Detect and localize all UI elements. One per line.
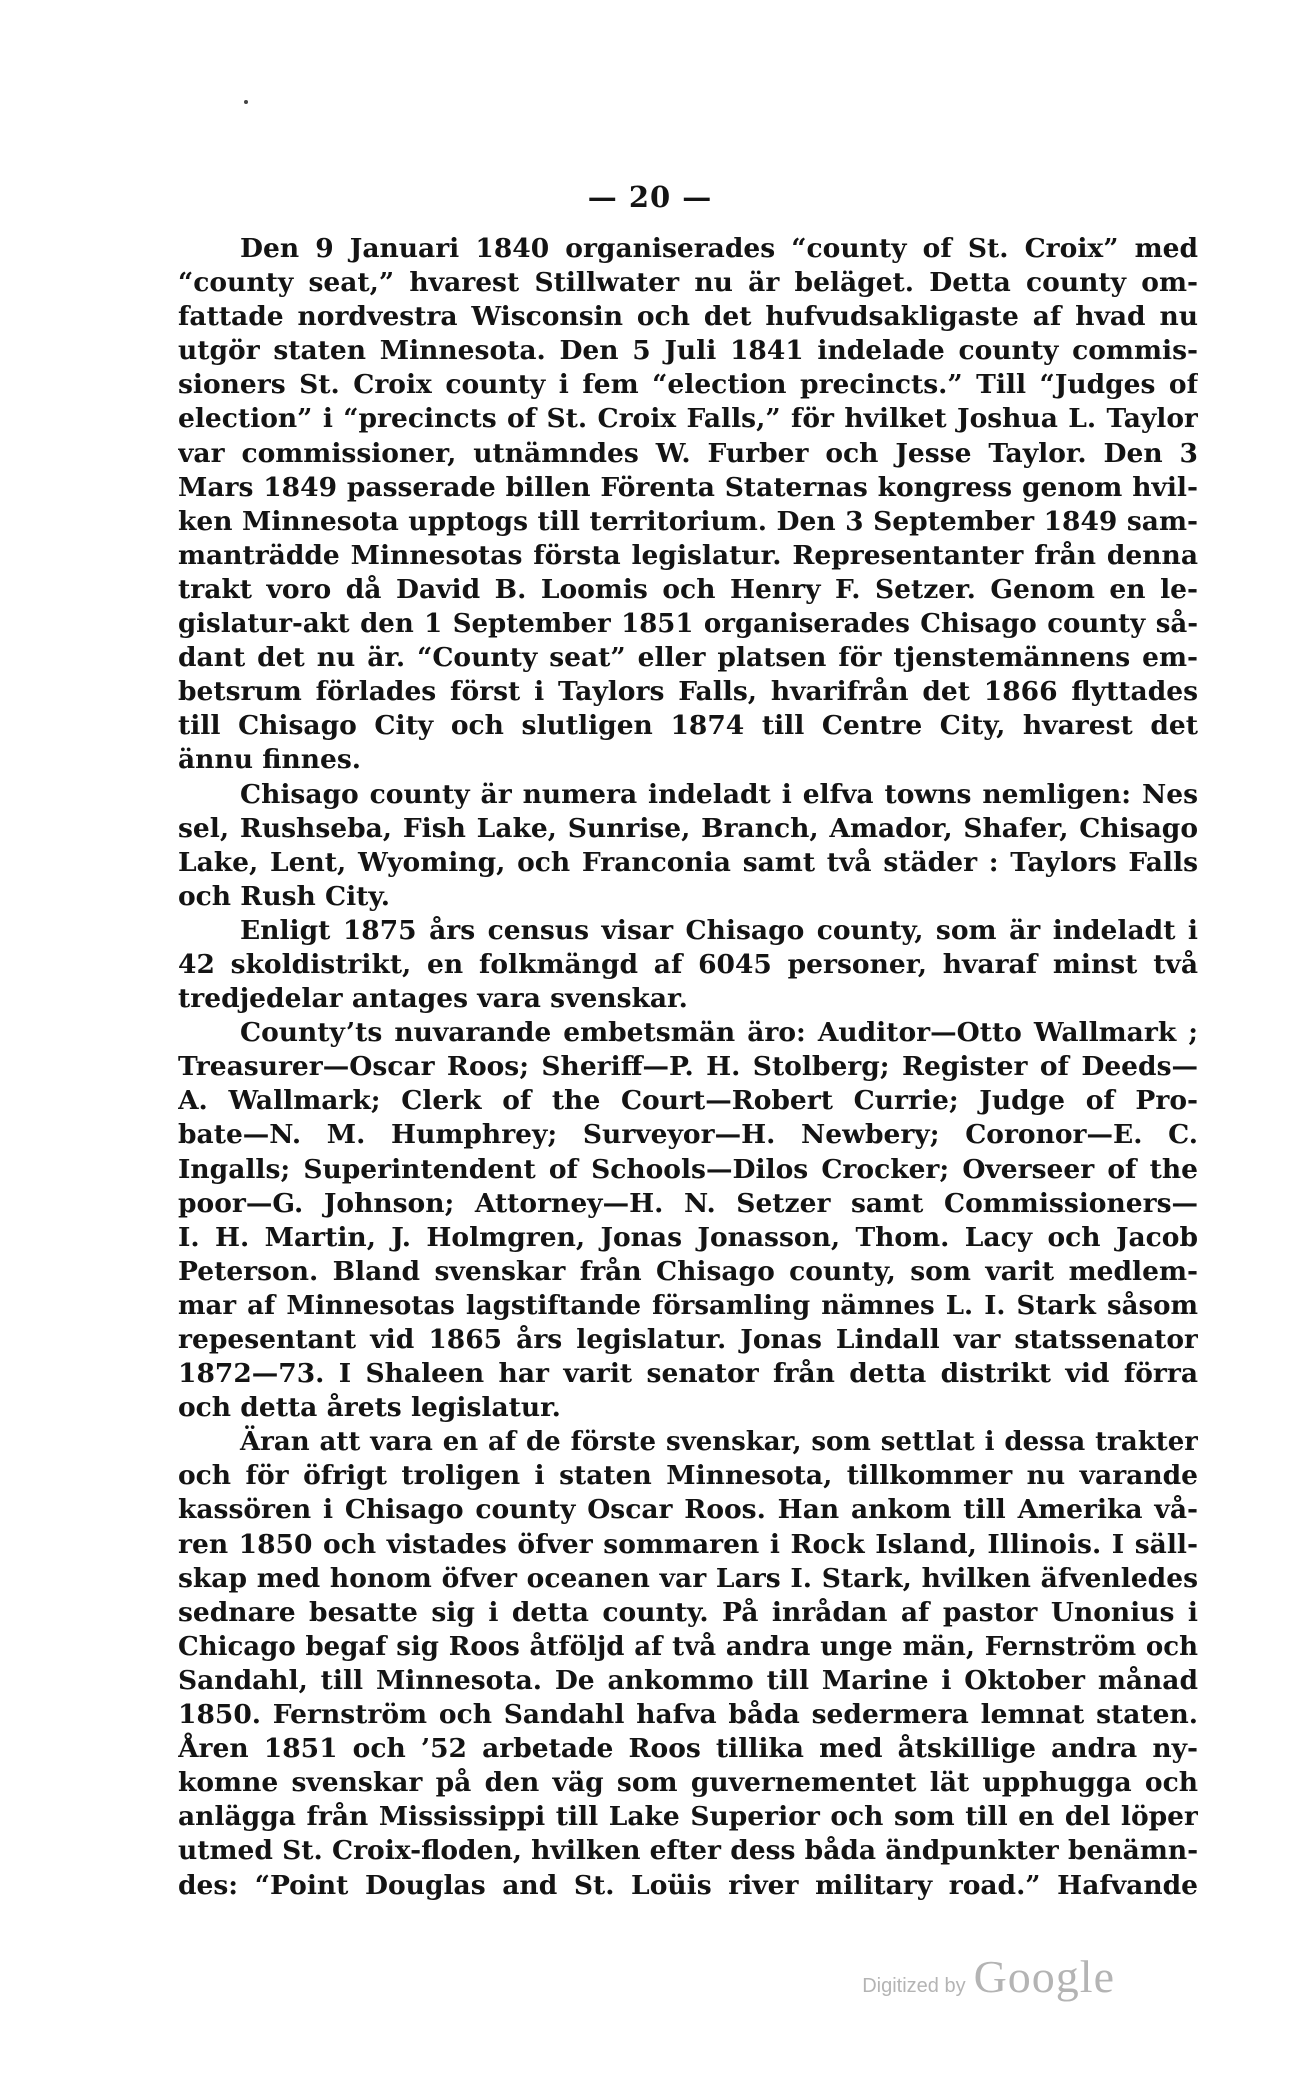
text-line: anlägga från Mississippi till Lake Superior och som till en del löper bbox=[178, 1801, 1198, 1833]
text-line: utgör staten Minnesota. Den 5 Juli 1841 indelade county commis- bbox=[178, 335, 1198, 367]
text-line: A. Wallmark; Clerk of the Court—Robert Currie; Judge of Pro- bbox=[178, 1085, 1198, 1117]
text-line: och detta årets legislatur. bbox=[178, 1392, 561, 1424]
text-line: Chicago begaf sig Roos åtföljd af två andra unge män, Fernström och bbox=[178, 1631, 1198, 1662]
print-speck bbox=[244, 100, 248, 104]
text-line: och för öfrigt troligen i staten Minnesota, tillkommer nu varande bbox=[178, 1460, 1198, 1492]
text-line: Ingalls; Superintendent of Schools—Dilos Crocker; Overseer of the bbox=[178, 1153, 1198, 1185]
text-line: County’ts nuvarande embetsmän äro: Auditor—Otto Wallmark ; bbox=[240, 1017, 1198, 1049]
text-line: manträdde Minnesotas första legislatur. Representanter från denna bbox=[178, 539, 1198, 571]
text-line: var commissioner, utnämndes W. Furber och Jesse Taylor. Den 3 bbox=[178, 437, 1198, 469]
text-line: Åren 1851 och ’52 arbetade Roos tillika med åtskillige andra ny- bbox=[178, 1733, 1198, 1765]
text-line: 1850. Fernström och Sandahl hafva båda sedermera lemnat staten. bbox=[178, 1699, 1198, 1731]
text-line: betsrum förlades först i Taylors Falls, hvarifrån det 1866 flyttades bbox=[178, 676, 1198, 708]
text-line: sednare besatte sig i detta county. På inrådan af pastor Unonius i bbox=[178, 1596, 1198, 1628]
text-line: I. H. Martin, J. Holmgren, Jonas Jonasson, Thom. Lacy och Jacob bbox=[178, 1221, 1198, 1253]
text-line: mar af Minnesotas lagstiftande församling nämnes L. I. Stark såsom bbox=[178, 1290, 1198, 1321]
text-line: gislatur-akt den 1 September 1851 organiserades Chisago county så- bbox=[178, 609, 1198, 640]
text-line: bate—N. M. Humphrey; Surveyor—H. Newbery; Coronor—E. C. bbox=[178, 1119, 1198, 1151]
digitized-by-watermark bbox=[862, 1950, 1115, 2003]
text-line: Treasurer—Oscar Roos; Sheriff—P. H. Stolberg; Register of Deeds— bbox=[178, 1051, 1198, 1083]
text-line: till Chisago City och slutligen 1874 till Centre City, hvarest det bbox=[178, 710, 1198, 742]
text-line: ännu finnes. bbox=[178, 744, 362, 776]
text-line: fattade nordvestra Wisconsin och det hufvudsakligaste af hvad nu bbox=[178, 301, 1198, 333]
text-line: Äran att vara en af de förste svenskar, som settlat i dessa trakter bbox=[240, 1427, 1198, 1458]
text-line: poor—G. Johnson; Attorney—H. N. Setzer samt Commissioners— bbox=[178, 1187, 1198, 1219]
text-line: Den 9 Januari 1840 organiserades “county of St. Croix” med bbox=[240, 233, 1198, 264]
text-line: 42 skoldistrikt, en folkmängd af 6045 personer, hvaraf minst två bbox=[178, 948, 1198, 980]
page-number: — 20 — bbox=[587, 180, 713, 214]
text-line: komne svenskar på den väg som guvernementet lät upphugga och bbox=[178, 1767, 1198, 1799]
text-line: tredjedelar antages vara svenskar. bbox=[178, 983, 688, 1015]
text-line: sioners St. Croix county i fem “election precincts.” Till “Judges of bbox=[178, 369, 1198, 401]
text-line: Sandahl, till Minnesota. De ankommo till Marine i Oktober månad bbox=[178, 1664, 1198, 1696]
text-line: skap med honom öfver oceanen var Lars I. Stark, hvilken äfvenledes bbox=[178, 1562, 1198, 1594]
text-line: Mars 1849 passerade billen Förenta Staternas kongress genom hvil- bbox=[178, 471, 1198, 503]
text-line: Peterson. Bland svenskar från Chisago county, som varit medlem- bbox=[178, 1255, 1198, 1287]
text-line: Enligt 1875 års census visar Chisago county, som är indeladt i bbox=[240, 914, 1198, 946]
text-line: sel, Rushseba, Fish Lake, Sunrise, Branch, Amador, Shafer, Chisago bbox=[178, 812, 1198, 844]
text-line: repesentant vid 1865 års legislatur. Jonas Lindall var statssenator bbox=[178, 1324, 1198, 1355]
text-line: dant det nu är. “County seat” eller platsen för tjenstemännens em- bbox=[178, 642, 1198, 674]
text-line: och Rush City. bbox=[178, 880, 390, 912]
digitized-by-label: Digitized by bbox=[862, 1975, 966, 1997]
text-line: 1872—73. I Shaleen har varit senator från detta distrikt vid förra bbox=[178, 1358, 1198, 1390]
google-logo: Google bbox=[973, 1951, 1115, 2002]
text-line: ren 1850 och vistades öfver sommaren i Rock Island, Illinois. I säll- bbox=[178, 1528, 1198, 1560]
body-text bbox=[178, 232, 1198, 1903]
text-line: Chisago county är numera indeladt i elfva towns nemligen: Nes bbox=[240, 778, 1198, 810]
text-line: ken Minnesota upptogs till territorium. Den 3 September 1849 sam- bbox=[178, 505, 1198, 537]
text-line: kassören i Chisago county Oscar Roos. Han ankom till Amerika vå- bbox=[178, 1494, 1198, 1526]
text-line: “county seat,” hvarest Stillwater nu är beläget. Detta county om- bbox=[178, 267, 1198, 299]
text-line: des: “Point Douglas and St. Loüis river military road.” Hafvande bbox=[178, 1869, 1198, 1901]
text-line: election” i “precincts of St. Croix Falls,” för hvilket Joshua L. Taylor bbox=[178, 403, 1198, 435]
text-line: utmed St. Croix-floden, hvilken efter dess båda ändpunkter benämn- bbox=[178, 1835, 1198, 1867]
text-line: trakt voro då David B. Loomis och Henry F. Setzer. Genom en le- bbox=[178, 573, 1198, 605]
text-line: Lake, Lent, Wyoming, och Franconia samt två städer : Taylors Falls bbox=[178, 846, 1198, 878]
